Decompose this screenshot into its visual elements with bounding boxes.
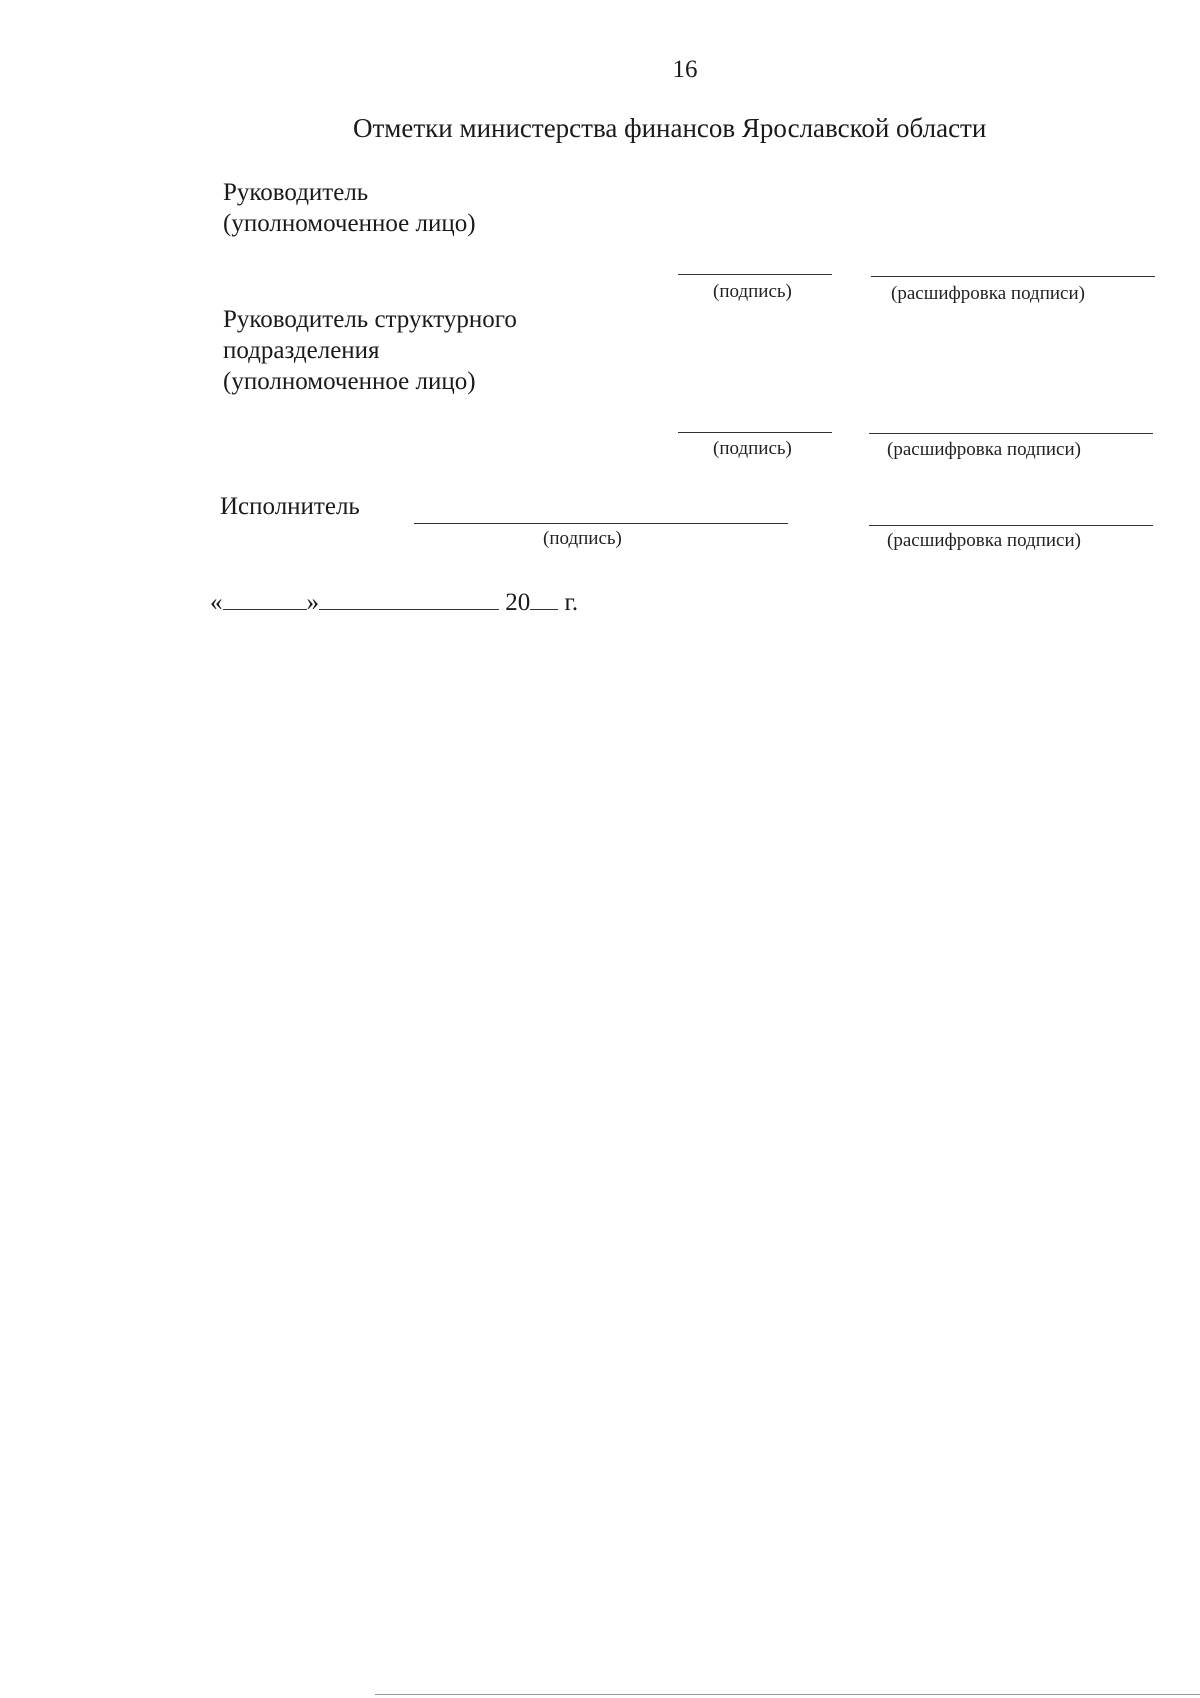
division-head-role-label — [223, 304, 517, 397]
page-number: 16 — [672, 56, 698, 83]
executor-role-label — [220, 491, 360, 522]
division-head-decode-caption: (расшифровка подписи) — [887, 439, 1081, 460]
head-role-line: Руководитель — [223, 179, 369, 206]
head-role-label — [223, 177, 476, 239]
date-line — [210, 587, 578, 617]
head-decode-line — [871, 276, 1155, 277]
division-head-signature-line — [678, 432, 832, 433]
executor-signature-line — [414, 523, 788, 524]
division-head-role-line: подразделения — [223, 337, 380, 364]
close-quote: » — [306, 589, 319, 616]
month-blank — [319, 587, 499, 610]
division-head-decode-line — [869, 433, 1153, 434]
year-suffix: г. — [564, 589, 579, 616]
day-blank — [223, 587, 307, 610]
year-prefix: 20 — [505, 589, 531, 616]
division-head-role-line: (уполномоченное лицо) — [223, 368, 476, 395]
head-signature-line — [678, 274, 832, 275]
executor-decode-line — [869, 525, 1153, 526]
head-decode-caption: (расшифровка подписи) — [891, 283, 1085, 304]
executor-decode-caption: (расшифровка подписи) — [887, 530, 1081, 551]
year-blank — [530, 587, 558, 610]
head-role-line: (уполномоченное лицо) — [223, 210, 476, 237]
scan-edge-line — [375, 1694, 1200, 1695]
executor-role-line: Исполнитель — [220, 493, 360, 520]
page-title: Отметки министерства финансов Ярославской области — [353, 113, 987, 143]
head-signature-caption: (подпись) — [713, 281, 792, 302]
division-head-role-line: Руководитель структурного — [223, 306, 517, 333]
open-quote: « — [210, 589, 223, 616]
executor-signature-caption: (подпись) — [543, 528, 622, 549]
division-head-signature-caption: (подпись) — [713, 438, 792, 459]
